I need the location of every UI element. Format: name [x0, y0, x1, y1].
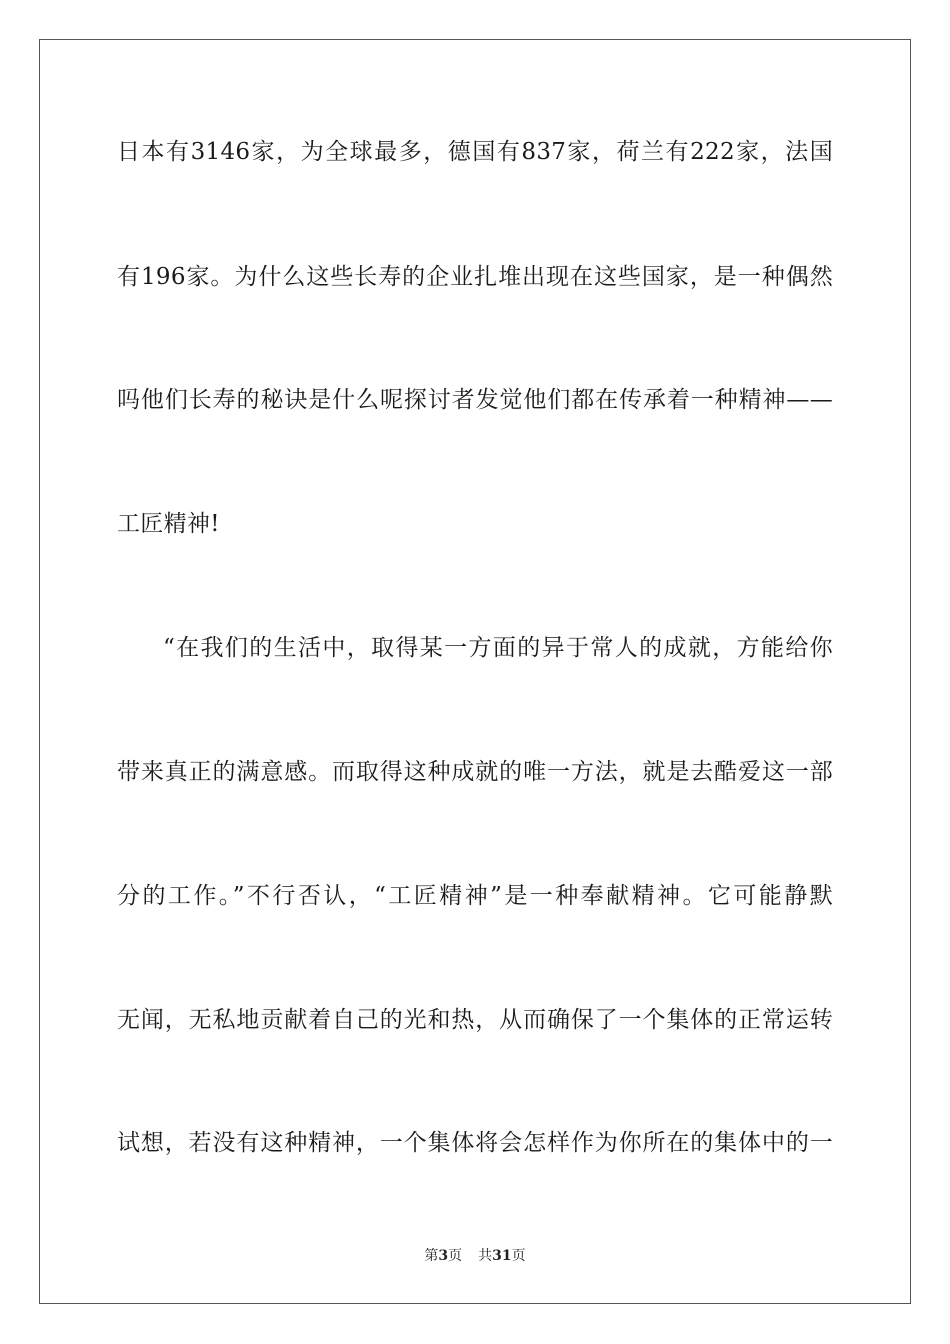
body-line-5: “在我们的生活中，取得某一方面的异于常人的成就，方能给你 [163, 635, 833, 661]
footer-page-number: 3 [438, 1248, 449, 1264]
page-border [39, 39, 911, 1304]
footer-total-suffix: 页 [511, 1248, 526, 1264]
body-line-8: 无闻，无私地贡献着自己的光和热，从而确保了一个集体的正常运转 [117, 1007, 833, 1033]
body-line-3: 吗他们长寿的秘诀是什么呢探讨者发觉他们都在传承着一种精神—— [117, 387, 833, 413]
body-line-6: 带来真正的满意感。而取得这种成就的唯一方法，就是去酷爱这一部 [117, 759, 833, 785]
footer-page-suffix: 页 [448, 1248, 463, 1264]
page-footer [0, 1247, 950, 1265]
footer-total-prefix: 共 [478, 1248, 493, 1264]
body-line-9: 试想，若没有这种精神，一个集体将会怎样作为你所在的集体中的一 [117, 1130, 833, 1156]
body-line-4: 工匠精神! [117, 511, 220, 537]
footer-total-pages: 31 [492, 1248, 512, 1264]
body-line-1: 日本有3146家，为全球最多，德国有837家，荷兰有222家，法国 [117, 139, 833, 165]
body-line-2: 有196家。为什么这些长寿的企业扎堆出现在这些国家，是一种偶然 [117, 264, 833, 290]
body-line-7: 分的工作。”不行否认，“工匠精神”是一种奉献精神。它可能静默 [117, 883, 833, 909]
footer-page-prefix: 第 [424, 1248, 439, 1264]
